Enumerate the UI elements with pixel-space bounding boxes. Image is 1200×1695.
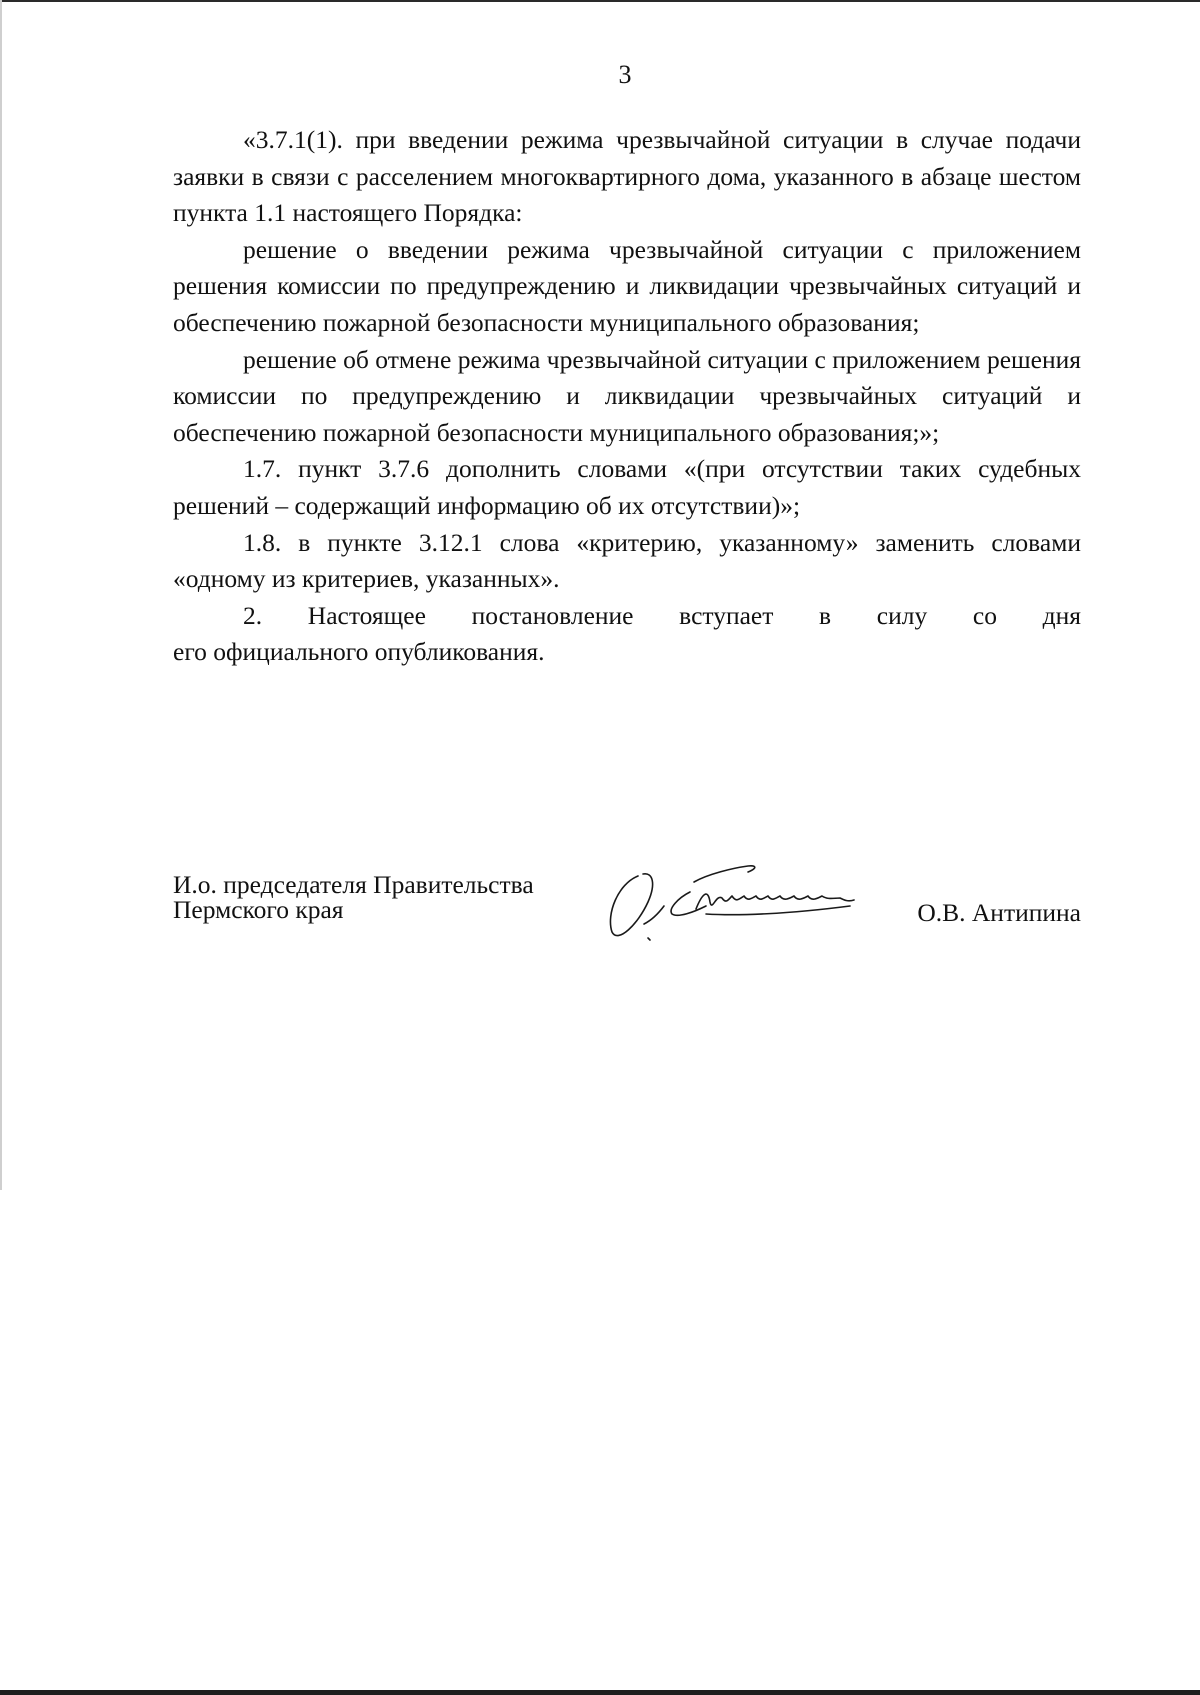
signature-block [173,872,1081,952]
document-body [173,122,1081,671]
paragraph-2-entry-into-force: 2. Настоящее постановление вступает в силу со дня [243,600,1081,630]
paragraph-1-8: 1.8. в пункте 3.12.1 слова «критерию, указанному» заменить словами «одному из критериев, указанных». [173,527,1081,594]
scan-edge-top [0,0,1200,2]
paragraph-decision-cancellation: решение об отмене режима чрезвычайной ситуации с приложением решения комиссии по предупреждению и ликвидации чрезвычайных ситуаций и обеспечению пожарной безопасности муниципального образования;»; [173,344,1081,447]
paragraph-1-7: 1.7. пункт 3.7.6 дополнить словами «(при отсутствии таких судебных решений – содержащий информацию об их отсутствии)»; [173,454,1081,520]
paragraph-decision-introduction: решение о введении режима чрезвычайной ситуации с приложением решения комиссии по предупреждению и ликвидации чрезвычайных ситуаций и обеспечению пожарной безопасности муниципального образования; [173,234,1081,337]
scan-edge-left [0,0,2,1190]
signer-name: О.В. Антипина [917,898,1081,927]
paragraph-2-closing-line: его официального опубликования. [173,637,545,667]
signer-title-line-2: Пермского края [173,895,344,924]
scan-edge-bottom [0,1690,1200,1695]
paragraph-3-7-1-1: «3.7.1(1). при введении режима чрезвычайной ситуации в случае подачи заявки в связи с расселением многоквартирного дома, указанного в абзаце шестом пункта 1.1 настоящего Порядка: [173,125,1081,228]
signer-title-line-1: И.о. председателя Правительства [173,870,534,899]
signer-title [173,872,534,922]
page-number: 3 [618,60,632,89]
handwritten-signature [598,854,918,944]
